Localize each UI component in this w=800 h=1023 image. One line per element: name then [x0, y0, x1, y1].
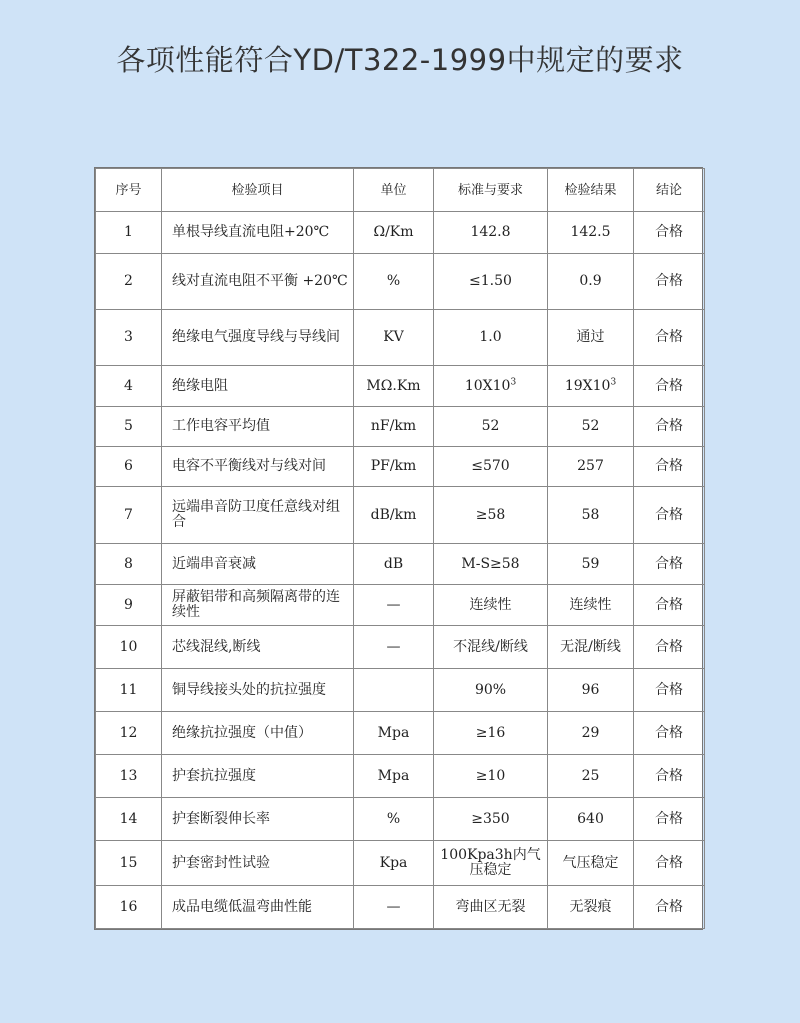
row-number: 6: [96, 447, 162, 487]
exponent: 3: [510, 376, 517, 387]
row-standard: 连续性: [434, 585, 548, 626]
row-conclusion: 合格: [634, 669, 705, 712]
header-item: 检验项目: [162, 169, 354, 212]
row-conclusion: 合格: [634, 626, 705, 669]
row-result: 气压稳定: [548, 841, 634, 886]
row-item: 单根导线直流电阻+20℃: [162, 212, 354, 254]
row-number: 13: [96, 755, 162, 798]
table-body: [96, 212, 705, 929]
row-standard: 90%: [434, 669, 548, 712]
row-number: 12: [96, 712, 162, 755]
row-result: 257: [548, 447, 634, 487]
row-unit: PF/km: [354, 447, 434, 487]
row-conclusion: 合格: [634, 755, 705, 798]
row-number: 2: [96, 254, 162, 310]
row-conclusion: 合格: [634, 407, 705, 447]
table-row: [96, 487, 705, 544]
row-conclusion: 合格: [634, 886, 705, 929]
table-row: [96, 366, 705, 407]
row-conclusion: 合格: [634, 254, 705, 310]
row-standard: ≤1.50: [434, 254, 548, 310]
table-header-row: [96, 169, 705, 212]
row-item: 远端串音防卫度任意线对组合: [162, 487, 354, 544]
row-number: 9: [96, 585, 162, 626]
row-item: 护套抗拉强度: [162, 755, 354, 798]
row-item: 工作电容平均值: [162, 407, 354, 447]
header-no: 序号: [96, 169, 162, 212]
row-conclusion: 合格: [634, 487, 705, 544]
exponent: 3: [610, 376, 617, 387]
table-row: [96, 407, 705, 447]
row-unit: —: [354, 585, 434, 626]
row-number: 14: [96, 798, 162, 841]
row-unit: %: [354, 798, 434, 841]
row-number: 4: [96, 366, 162, 407]
table-row: [96, 712, 705, 755]
row-conclusion: 合格: [634, 366, 705, 407]
header-unit: 单位: [354, 169, 434, 212]
row-standard: 不混线/断线: [434, 626, 548, 669]
row-standard: $10X10^3$: [434, 366, 548, 407]
row-standard: 100Kpa3h内气压稳定: [434, 841, 548, 886]
table-row: [96, 254, 705, 310]
row-number: 3: [96, 310, 162, 366]
row-result: 连续性: [548, 585, 634, 626]
row-standard: ≥58: [434, 487, 548, 544]
row-unit: Ω/Km: [354, 212, 434, 254]
row-conclusion: 合格: [634, 712, 705, 755]
row-number: 5: [96, 407, 162, 447]
table-row: [96, 755, 705, 798]
header-conclusion: 结论: [634, 169, 705, 212]
row-conclusion: 合格: [634, 447, 705, 487]
row-item: 芯线混线,断线: [162, 626, 354, 669]
page-title: 各项性能符合YD/T322-1999中规定的要求: [116, 43, 684, 77]
inspection-table: [94, 167, 703, 930]
row-result: $19X10^3$: [548, 366, 634, 407]
table-row: [96, 544, 705, 585]
table-row: [96, 886, 705, 929]
row-item: 电容不平衡线对与线对间: [162, 447, 354, 487]
table-row: [96, 798, 705, 841]
row-standard: ≥16: [434, 712, 548, 755]
row-result: 29: [548, 712, 634, 755]
table-row: [96, 841, 705, 886]
row-unit: Kpa: [354, 841, 434, 886]
row-unit: —: [354, 886, 434, 929]
row-item: 近端串音衰减: [162, 544, 354, 585]
row-number: 15: [96, 841, 162, 886]
row-standard: 52: [434, 407, 548, 447]
row-unit: nF/km: [354, 407, 434, 447]
row-standard: 1.0: [434, 310, 548, 366]
row-unit: %: [354, 254, 434, 310]
row-result: 0.9: [548, 254, 634, 310]
table-row: [96, 447, 705, 487]
row-item: 线对直流电阻不平衡 +20℃: [162, 254, 354, 310]
row-result: 640: [548, 798, 634, 841]
row-unit: Mpa: [354, 755, 434, 798]
row-unit: —: [354, 626, 434, 669]
table-row: [96, 585, 705, 626]
row-result: 59: [548, 544, 634, 585]
row-standard: M-S≥58: [434, 544, 548, 585]
row-item: 绝缘电阻: [162, 366, 354, 407]
row-item: 成品电缆低温弯曲性能: [162, 886, 354, 929]
table-row: [96, 310, 705, 366]
row-result: 25: [548, 755, 634, 798]
row-number: 1: [96, 212, 162, 254]
row-standard: ≥350: [434, 798, 548, 841]
table-row: [96, 626, 705, 669]
row-number: 10: [96, 626, 162, 669]
row-result: 96: [548, 669, 634, 712]
row-item: 铜导线接头处的抗拉强度: [162, 669, 354, 712]
row-conclusion: 合格: [634, 310, 705, 366]
row-conclusion: 合格: [634, 585, 705, 626]
header-result: 检验结果: [548, 169, 634, 212]
row-result: 142.5: [548, 212, 634, 254]
row-item: 绝缘抗拉强度（中值）: [162, 712, 354, 755]
row-number: 11: [96, 669, 162, 712]
row-result: 通过: [548, 310, 634, 366]
row-unit: [354, 669, 434, 712]
row-result: 58: [548, 487, 634, 544]
row-item: 护套密封性试验: [162, 841, 354, 886]
row-unit: Mpa: [354, 712, 434, 755]
row-item: 屏蔽铝带和高频隔离带的连续性: [162, 585, 354, 626]
row-number: 8: [96, 544, 162, 585]
row-unit: dB: [354, 544, 434, 585]
row-result: 无混/断线: [548, 626, 634, 669]
row-result: 52: [548, 407, 634, 447]
header-standard: 标准与要求: [434, 169, 548, 212]
row-standard: 弯曲区无裂: [434, 886, 548, 929]
row-unit: MΩ.Km: [354, 366, 434, 407]
row-item: 绝缘电气强度导线与导线间: [162, 310, 354, 366]
row-number: 16: [96, 886, 162, 929]
table-row: [96, 212, 705, 254]
row-conclusion: 合格: [634, 798, 705, 841]
table-row: [96, 669, 705, 712]
row-unit: dB/km: [354, 487, 434, 544]
row-standard: ≥10: [434, 755, 548, 798]
row-conclusion: 合格: [634, 841, 705, 886]
row-unit: KV: [354, 310, 434, 366]
row-number: 7: [96, 487, 162, 544]
row-result: 无裂痕: [548, 886, 634, 929]
row-conclusion: 合格: [634, 212, 705, 254]
row-standard: 142.8: [434, 212, 548, 254]
row-conclusion: 合格: [634, 544, 705, 585]
row-item: 护套断裂伸长率: [162, 798, 354, 841]
row-standard: ≤570: [434, 447, 548, 487]
